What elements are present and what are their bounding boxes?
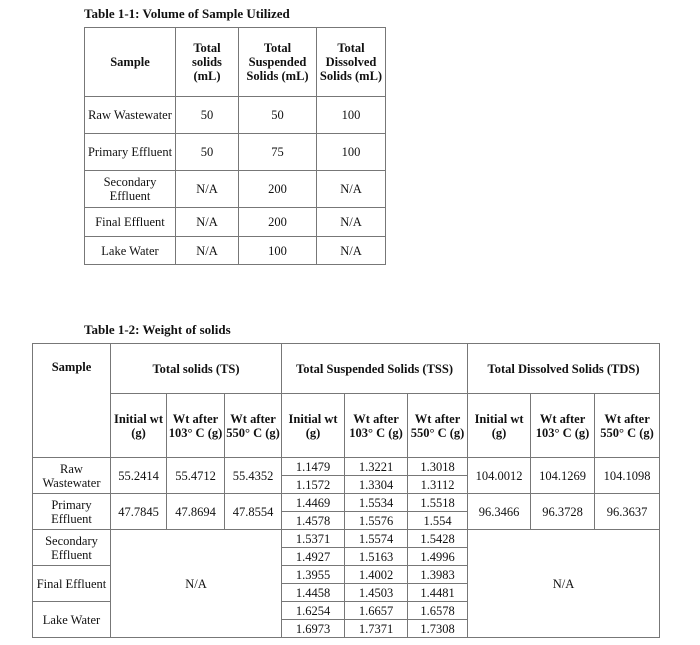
tds-na-cell: N/A	[468, 530, 660, 638]
tss-cell: 1.3221	[345, 458, 408, 476]
tds-cell: 96.3637	[595, 494, 660, 530]
ts-cell: 47.8694	[167, 494, 225, 530]
ts-cell: 47.8554	[225, 494, 282, 530]
table-cell: N/A	[317, 171, 386, 208]
tss-cell: 1.1479	[282, 458, 345, 476]
sample-header: Sample	[33, 344, 111, 458]
sample-cell: Lake Water	[33, 602, 111, 638]
table-cell: 50	[239, 97, 317, 134]
tss-cell: 1.4002	[345, 566, 408, 584]
table-cell: 100	[317, 134, 386, 171]
ts-na-cell: N/A	[111, 530, 282, 638]
table-cell: 200	[239, 171, 317, 208]
sample-cell: Final Effluent	[33, 566, 111, 602]
subheader-cell: Wt after 550° C (g)	[595, 394, 660, 458]
tds-cell: 96.3728	[531, 494, 595, 530]
group-header: Total Suspended Solids (TSS)	[282, 344, 468, 394]
table-cell: 100	[317, 97, 386, 134]
sample-cell: Raw Wastewater	[33, 458, 111, 494]
tss-cell: 1.5428	[408, 530, 468, 548]
tss-cell: 1.4458	[282, 584, 345, 602]
tss-cell: 1.6973	[282, 620, 345, 638]
sample-cell: Final Effluent	[85, 208, 176, 237]
table-cell: N/A	[176, 208, 239, 237]
table-row	[85, 97, 386, 134]
table-row	[33, 494, 660, 512]
tss-cell: 1.3112	[408, 476, 468, 494]
tds-cell: 104.0012	[468, 458, 531, 494]
tss-cell: 1.4503	[345, 584, 408, 602]
tss-cell: 1.3983	[408, 566, 468, 584]
tss-cell: 1.6254	[282, 602, 345, 620]
sample-cell: Raw Wastewater	[85, 97, 176, 134]
ts-cell: 55.4352	[225, 458, 282, 494]
ts-cell: 47.7845	[111, 494, 167, 530]
group-header-row	[33, 344, 660, 394]
tss-cell: 1.5534	[345, 494, 408, 512]
table-cell: 100	[239, 237, 317, 265]
tss-cell: 1.5518	[408, 494, 468, 512]
subheader-cell: Wt after 103° C (g)	[167, 394, 225, 458]
tss-cell: 1.6578	[408, 602, 468, 620]
group-header: Total Dissolved Solids (TDS)	[468, 344, 660, 394]
sample-cell: Secondary Effluent	[85, 171, 176, 208]
subheader-cell: Wt after 103° C (g)	[345, 394, 408, 458]
tss-cell: 1.6657	[345, 602, 408, 620]
tss-cell: 1.1572	[282, 476, 345, 494]
header-cell: Total Dissolved Solids (mL)	[317, 28, 386, 97]
tss-cell: 1.5574	[345, 530, 408, 548]
sample-cell: Primary Effluent	[33, 494, 111, 530]
table-cell: 75	[239, 134, 317, 171]
table1-caption: Table 1-1: Volume of Sample Utilized	[84, 6, 290, 21]
tss-cell: 1.3304	[345, 476, 408, 494]
table-row	[85, 134, 386, 171]
header-cell: Total solids (mL)	[176, 28, 239, 97]
table-cell: 200	[239, 208, 317, 237]
tds-cell: 104.1098	[595, 458, 660, 494]
table-row	[33, 530, 660, 548]
table-row	[85, 208, 386, 237]
subheader-cell: Wt after 550° C (g)	[225, 394, 282, 458]
header-cell: Total Suspended Solids (mL)	[239, 28, 317, 97]
subheader-cell: Wt after 550° C (g)	[408, 394, 468, 458]
group-header: Total solids (TS)	[111, 344, 282, 394]
tss-cell: 1.3955	[282, 566, 345, 584]
table2-caption: Table 1-2: Weight of solids	[84, 322, 231, 337]
table-header-row	[85, 28, 386, 97]
subheader-row	[33, 394, 660, 458]
subheader-cell: Initial wt (g)	[282, 394, 345, 458]
tss-cell: 1.4578	[282, 512, 345, 530]
tss-cell: 1.5163	[345, 548, 408, 566]
volume-table	[84, 27, 386, 265]
table-cell: N/A	[317, 208, 386, 237]
weight-table	[32, 343, 660, 638]
subheader-cell: Initial wt (g)	[468, 394, 531, 458]
table-cell: N/A	[176, 237, 239, 265]
table-cell: N/A	[176, 171, 239, 208]
ts-cell: 55.4712	[167, 458, 225, 494]
table-cell: 50	[176, 97, 239, 134]
tss-cell: 1.5371	[282, 530, 345, 548]
tss-cell: 1.7371	[345, 620, 408, 638]
sample-cell: Secondary Effluent	[33, 530, 111, 566]
tss-cell: 1.4469	[282, 494, 345, 512]
tds-cell: 104.1269	[531, 458, 595, 494]
table-cell: 50	[176, 134, 239, 171]
subheader-cell: Initial wt (g)	[111, 394, 167, 458]
table-cell: N/A	[317, 237, 386, 265]
table-row	[85, 171, 386, 208]
sample-cell: Lake Water	[85, 237, 176, 265]
tds-cell: 96.3466	[468, 494, 531, 530]
sample-cell: Primary Effluent	[85, 134, 176, 171]
tss-cell: 1.4927	[282, 548, 345, 566]
tss-cell: 1.4481	[408, 584, 468, 602]
table-row	[85, 237, 386, 265]
ts-cell: 55.2414	[111, 458, 167, 494]
tss-cell: 1.4996	[408, 548, 468, 566]
tss-cell: 1.7308	[408, 620, 468, 638]
tss-cell: 1.5576	[345, 512, 408, 530]
tss-cell: 1.3018	[408, 458, 468, 476]
header-cell: Sample	[85, 28, 176, 97]
tss-cell: 1.554	[408, 512, 468, 530]
table-row	[33, 458, 660, 476]
subheader-cell: Wt after 103° C (g)	[531, 394, 595, 458]
